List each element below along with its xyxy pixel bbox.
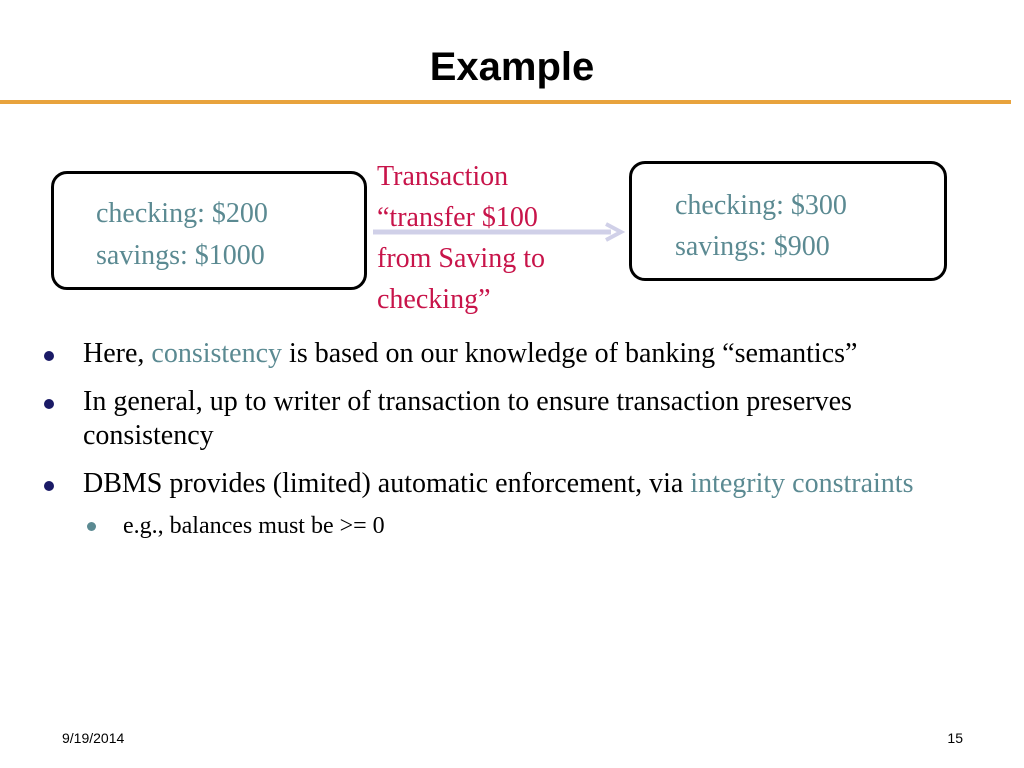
transaction-line: from Saving to — [377, 243, 545, 274]
before-checking-balance: checking: $200 — [96, 198, 268, 229]
bullet-text: DBMS provides (limited) automatic enforcement, via — [83, 468, 691, 499]
sub-bullet-list — [83, 511, 976, 541]
slide-title: Example — [429, 45, 595, 89]
sub-bullet-text: e.g., balances must be >= 0 — [123, 513, 385, 539]
bullet-dot-icon — [44, 351, 54, 361]
bullet-item — [36, 337, 976, 371]
after-state-box — [629, 161, 947, 281]
bullet-list — [36, 337, 976, 555]
page-number: 15 — [947, 730, 963, 746]
bullet-item — [36, 385, 976, 453]
sub-bullet-dot-icon — [87, 522, 96, 531]
footer-date: 9/19/2014 — [62, 730, 125, 746]
bullet-text: is based on our knowledge of banking “semantics” — [282, 338, 858, 369]
before-state-box — [51, 171, 367, 290]
highlight-term: consistency — [151, 338, 283, 369]
bullet-text: Here, — [83, 338, 152, 369]
bullet-item — [36, 467, 976, 541]
transaction-line: “transfer $100 — [377, 202, 538, 233]
transaction-label — [377, 156, 545, 320]
transaction-line: checking” — [377, 284, 491, 315]
title-divider — [0, 100, 1011, 104]
sub-bullet-item — [83, 511, 976, 541]
bullet-text: In general, up to writer of transaction to ensure transaction preserves consistency — [83, 386, 852, 451]
after-checking-balance: checking: $300 — [675, 190, 847, 221]
bullet-dot-icon — [44, 399, 54, 409]
after-savings-balance: savings: $900 — [675, 231, 830, 262]
transaction-line: Transaction — [377, 161, 509, 192]
bullet-dot-icon — [44, 481, 54, 491]
before-savings-balance: savings: $1000 — [96, 240, 265, 271]
highlight-term: integrity constraints — [690, 468, 914, 499]
